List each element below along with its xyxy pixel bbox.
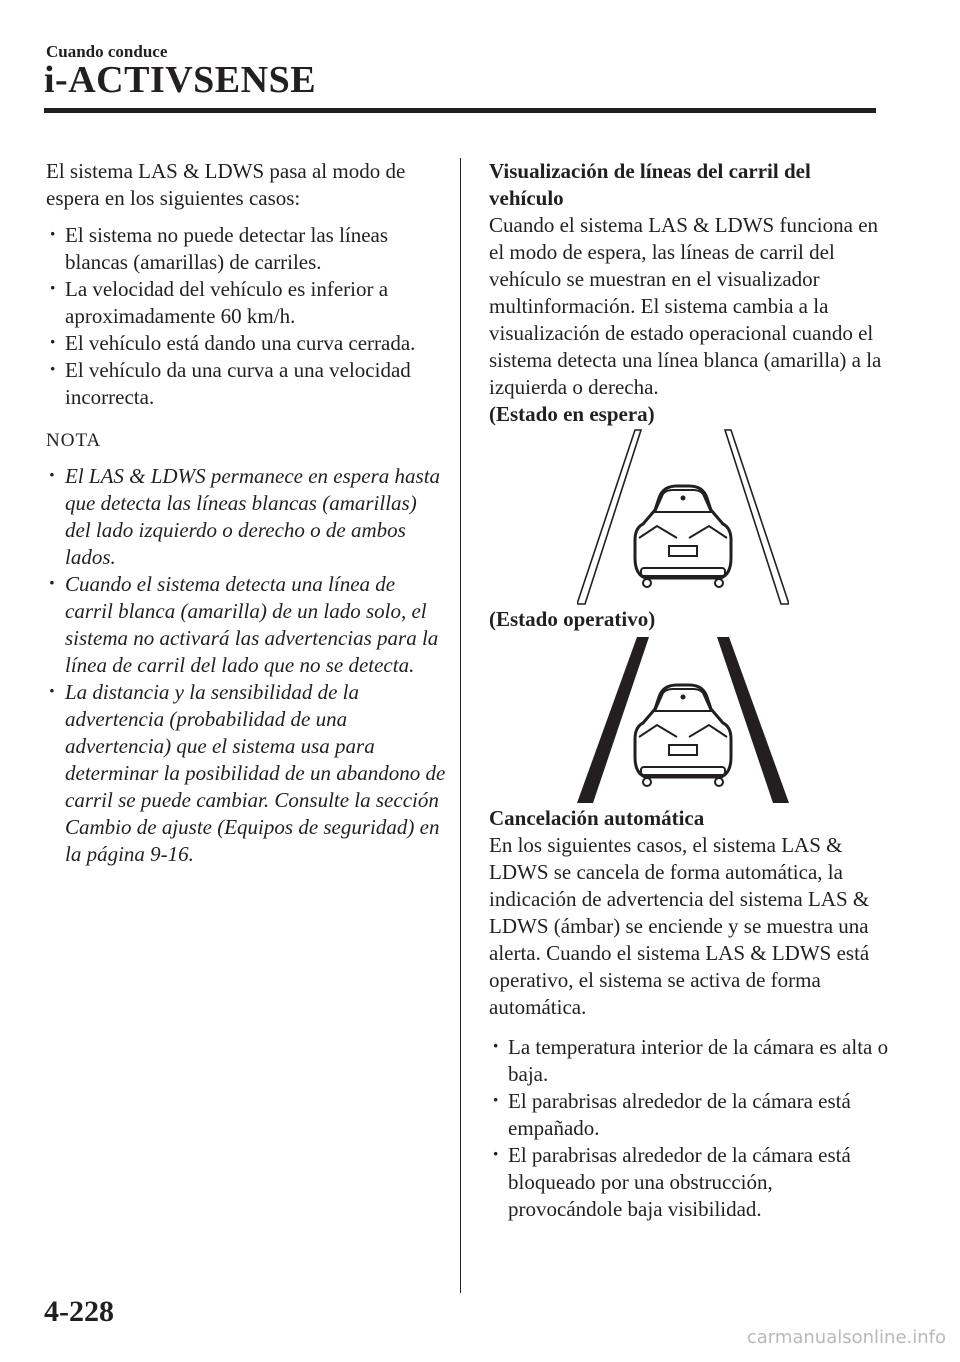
operative-lane-illustration [577,633,889,805]
list-item: · El parabrisas alrededor de la cámara está empañado. [489,1088,889,1142]
chapter-title: i-ACTIVSENSE [44,59,317,101]
list-item: · La temperatura interior de la cámara es alta o baja. [489,1034,889,1088]
standby-lane-illustration [577,428,889,606]
list-item: · El LAS & LDWS permanece en espera hasta que detecta las líneas blancas (amarillas) del lado izquierdo o derecho o de ambos lados. [46,463,446,571]
car-rear-icon [635,685,731,786]
note-label: NOTA [46,430,102,451]
auto-cancel-conditions-list [489,1034,889,1223]
section-label: Cuando conduce [46,42,168,61]
left-column [46,158,446,868]
lane-display-heading: Visualización de líneas del carril del vehículo [489,159,811,210]
note-list [46,463,446,868]
page-number: 4-228 [44,1295,114,1328]
site-watermark: carmanualsonline.info [746,1327,946,1348]
car-rear-icon [635,486,731,587]
standby-state-label: (Estado en espera) [489,402,655,426]
right-column [489,158,889,1223]
auto-cancel-heading: Cancelación automática [489,806,705,830]
list-item: · La distancia y la sensibilidad de la advertencia (probabilidad de una advertencia) que el sistema usa para determinar la posibilidad de un abandono de carril se puede cambiar. Consulte la sección Cambio de ajuste (Equipos de seguridad) en la página 9-16. [46,679,446,868]
list-item: · La velocidad del vehículo es inferior a aproximadamente 60 km/h. [46,276,446,330]
column-divider [460,158,461,1293]
list-item: · El sistema no puede detectar las líneas blancas (amarillas) de carriles. [46,222,446,276]
list-item: · El vehículo da una curva a una velocidad incorrecta. [46,357,446,411]
list-item: · El vehículo está dando una curva cerrada. [46,330,446,357]
auto-cancel-paragraph: En los siguientes casos, el sistema LAS & LDWS se cancela de forma automática, la indicación de advertencia del sistema LAS & LDWS (ámbar) se enciende y se muestra una alerta. Cuando el sistema LAS & LDWS está operativo, el sistema se activa de forma automática. [489,833,870,1019]
list-item: · Cuando el sistema detecta una línea de carril blanca (amarilla) de un lado solo, el sistema no activará las advertencias para la línea de carril del lado que no se detecta. [46,571,446,679]
operative-state-label: (Estado operativo) [489,607,656,631]
header-rule [44,108,876,113]
standby-conditions-list [46,222,446,411]
list-item: · El parabrisas alrededor de la cámara está bloqueado por una obstrucción, provocándole baja visibilidad. [489,1142,889,1223]
lane-display-paragraph: Cuando el sistema LAS & LDWS funciona en el modo de espera, las líneas de carril del vehículo se muestran en el visualizador multinformación. El sistema cambia a la visualización de estado operacional cuando el sistema detecta una línea blanca (amarilla) a la izquierda o derecha. [489,213,882,399]
standby-intro: El sistema LAS & LDWS pasa al modo de espera en los siguientes casos: [46,159,406,210]
